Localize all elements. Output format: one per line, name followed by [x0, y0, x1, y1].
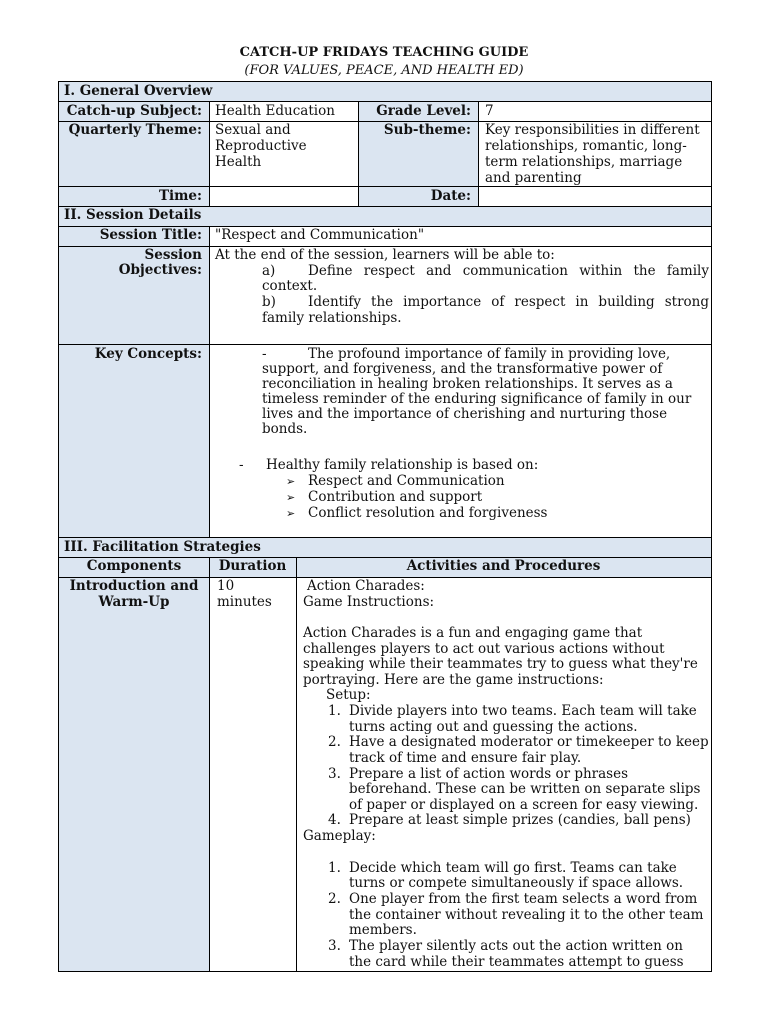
list-number: 2. [328, 734, 341, 750]
component-col-bg [59, 577, 209, 971]
objective-a-text: context. [262, 278, 318, 294]
border-row-3 [58, 186, 712, 187]
duration-value: 10 [217, 578, 235, 594]
list-item: track of time and ensure fair play. [349, 750, 582, 766]
key-concepts-label-bg [59, 344, 209, 537]
objectives-label: Objectives: [118, 262, 202, 278]
border-bottom [58, 971, 712, 972]
list-item: Divide players into two teams. Each team will take [349, 703, 697, 719]
col-line-a [209, 101, 210, 207]
subject-label: Catch-up Subject: [66, 103, 202, 119]
gameplay-label: Gameplay: [303, 828, 376, 844]
general-overview-heading: I. General Overview [64, 83, 213, 99]
subtheme-line: and parenting [485, 170, 582, 186]
concept-text: support, and forgiveness, and the transformative power of [262, 361, 663, 377]
arrow-bullet-icon: ➢ [286, 507, 296, 520]
concept-dash: - [239, 457, 244, 473]
col-line-e [209, 557, 210, 972]
list-number: 3. [328, 938, 341, 954]
activity-intro: challenges players to act out various actions without [303, 641, 665, 657]
concept-text: Healthy family relationship is based on: [266, 457, 539, 473]
theme-line: Health [215, 154, 262, 170]
subtheme-line: Key responsibilities in different [485, 122, 700, 138]
border-row-8 [58, 537, 712, 538]
concept-text: lives and the importance of cherishing and nurturing those [262, 406, 668, 422]
activity-subtitle: Game Instructions: [303, 594, 435, 610]
subject-value: Health Education [215, 103, 335, 119]
border-row-7 [58, 344, 712, 345]
subtheme-line: relationships, romantic, long- [485, 138, 687, 154]
list-item: members. [349, 922, 417, 938]
objective-b-text: Identify the importance of respect in building strong [308, 294, 709, 310]
border-left [58, 81, 59, 972]
list-item: One player from the first team selects a word from [349, 891, 698, 907]
component-name: Warm-Up [98, 594, 170, 610]
concept-text: timeless reminder of the enduring significance of family in our [262, 391, 692, 407]
activity-intro: portraying. Here are the game instructions: [303, 672, 604, 688]
list-item: Have a designated moderator or timekeeper to keep [349, 734, 709, 750]
page-title: CATCH-UP FRIDAYS TEACHING GUIDE [239, 45, 529, 60]
border-top [58, 81, 712, 82]
objective-a-text: Define respect and communication within the family [308, 263, 709, 279]
concept-text: bonds. [262, 421, 308, 437]
list-number: 4. [328, 812, 341, 828]
list-number: 1. [328, 860, 341, 876]
theme-line: Sexual and [215, 122, 291, 138]
setup-label: Setup: [326, 687, 371, 703]
activity-intro: Action Charades is a fun and engaging game that [303, 625, 643, 641]
objectives-label: Session [144, 247, 202, 263]
list-item: Decide which team will go first. Teams can take [349, 860, 677, 876]
list-item: the card while their teammates attempt to guess [349, 954, 684, 970]
page-subtitle: (FOR VALUES, PEACE, AND HEALTH ED) [244, 63, 524, 78]
activity-title: Action Charades: [307, 578, 425, 594]
list-item: beforehand. These can be written on separate slips [349, 781, 701, 797]
border-row-1 [58, 101, 712, 102]
col-line-d [209, 226, 210, 538]
list-number: 1. [328, 703, 341, 719]
col-line-f [296, 557, 297, 972]
concept-bullet: Conflict resolution and forgiveness [308, 505, 548, 521]
arrow-bullet-icon: ➢ [286, 491, 296, 504]
objectives-intro: At the end of the session, learners will be able to: [215, 247, 555, 263]
concept-dash: - [262, 346, 267, 362]
list-item: of paper or displayed on a screen for easy viewing. [349, 797, 699, 813]
grade-label: Grade Level: [376, 103, 471, 119]
border-right [711, 81, 712, 972]
column-header-components: Components [86, 558, 182, 574]
list-number: 3. [328, 766, 341, 782]
component-name: Introduction and [69, 578, 199, 594]
list-item: the container without revealing it to the other team [349, 907, 704, 923]
column-header-duration: Duration [218, 558, 287, 574]
session-title-value: "Respect and Communication" [215, 227, 425, 243]
session-title-label: Session Title: [99, 227, 202, 243]
objective-b-text: family relationships. [262, 310, 402, 326]
col-line-c [478, 101, 479, 207]
facilitation-heading: III. Facilitation Strategies [64, 539, 261, 555]
list-item: turns or compete simultaneously if space allows. [349, 875, 684, 891]
date-label: Date: [430, 188, 471, 204]
grade-value: 7 [485, 103, 494, 119]
arrow-bullet-icon: ➢ [286, 475, 296, 488]
col-line-b [358, 101, 359, 207]
theme-line: Reproductive [215, 138, 307, 154]
objective-marker: b) [262, 294, 276, 310]
list-number: 2. [328, 891, 341, 907]
subtheme-line: term relationships, marriage [485, 154, 683, 170]
concept-bullet: Respect and Communication [308, 473, 505, 489]
list-item: turns acting out and guessing the actions. [349, 719, 638, 735]
list-item: The player silently acts out the action written on [349, 938, 683, 954]
list-item: Prepare at least simple prizes (candies, ball pens) [349, 812, 691, 828]
concept-text: The profound importance of family in providing love, [308, 346, 671, 362]
column-header-activities: Activities and Procedures [406, 558, 601, 574]
activity-intro: speaking while their teammates try to guess what they're [303, 656, 698, 672]
concept-text: reconciliation in healing broken relationships. It serves as a [262, 376, 673, 392]
time-label: Time: [158, 188, 202, 204]
session-details-heading: II. Session Details [64, 207, 202, 223]
subtheme-label: Sub-theme: [383, 122, 471, 138]
duration-value: minutes [217, 594, 272, 610]
theme-label: Quarterly Theme: [68, 122, 202, 138]
objective-marker: a) [262, 263, 276, 279]
key-concepts-label: Key Concepts: [94, 346, 202, 362]
list-item: Prepare a list of action words or phrases [349, 766, 629, 782]
concept-bullet: Contribution and support [308, 489, 483, 505]
